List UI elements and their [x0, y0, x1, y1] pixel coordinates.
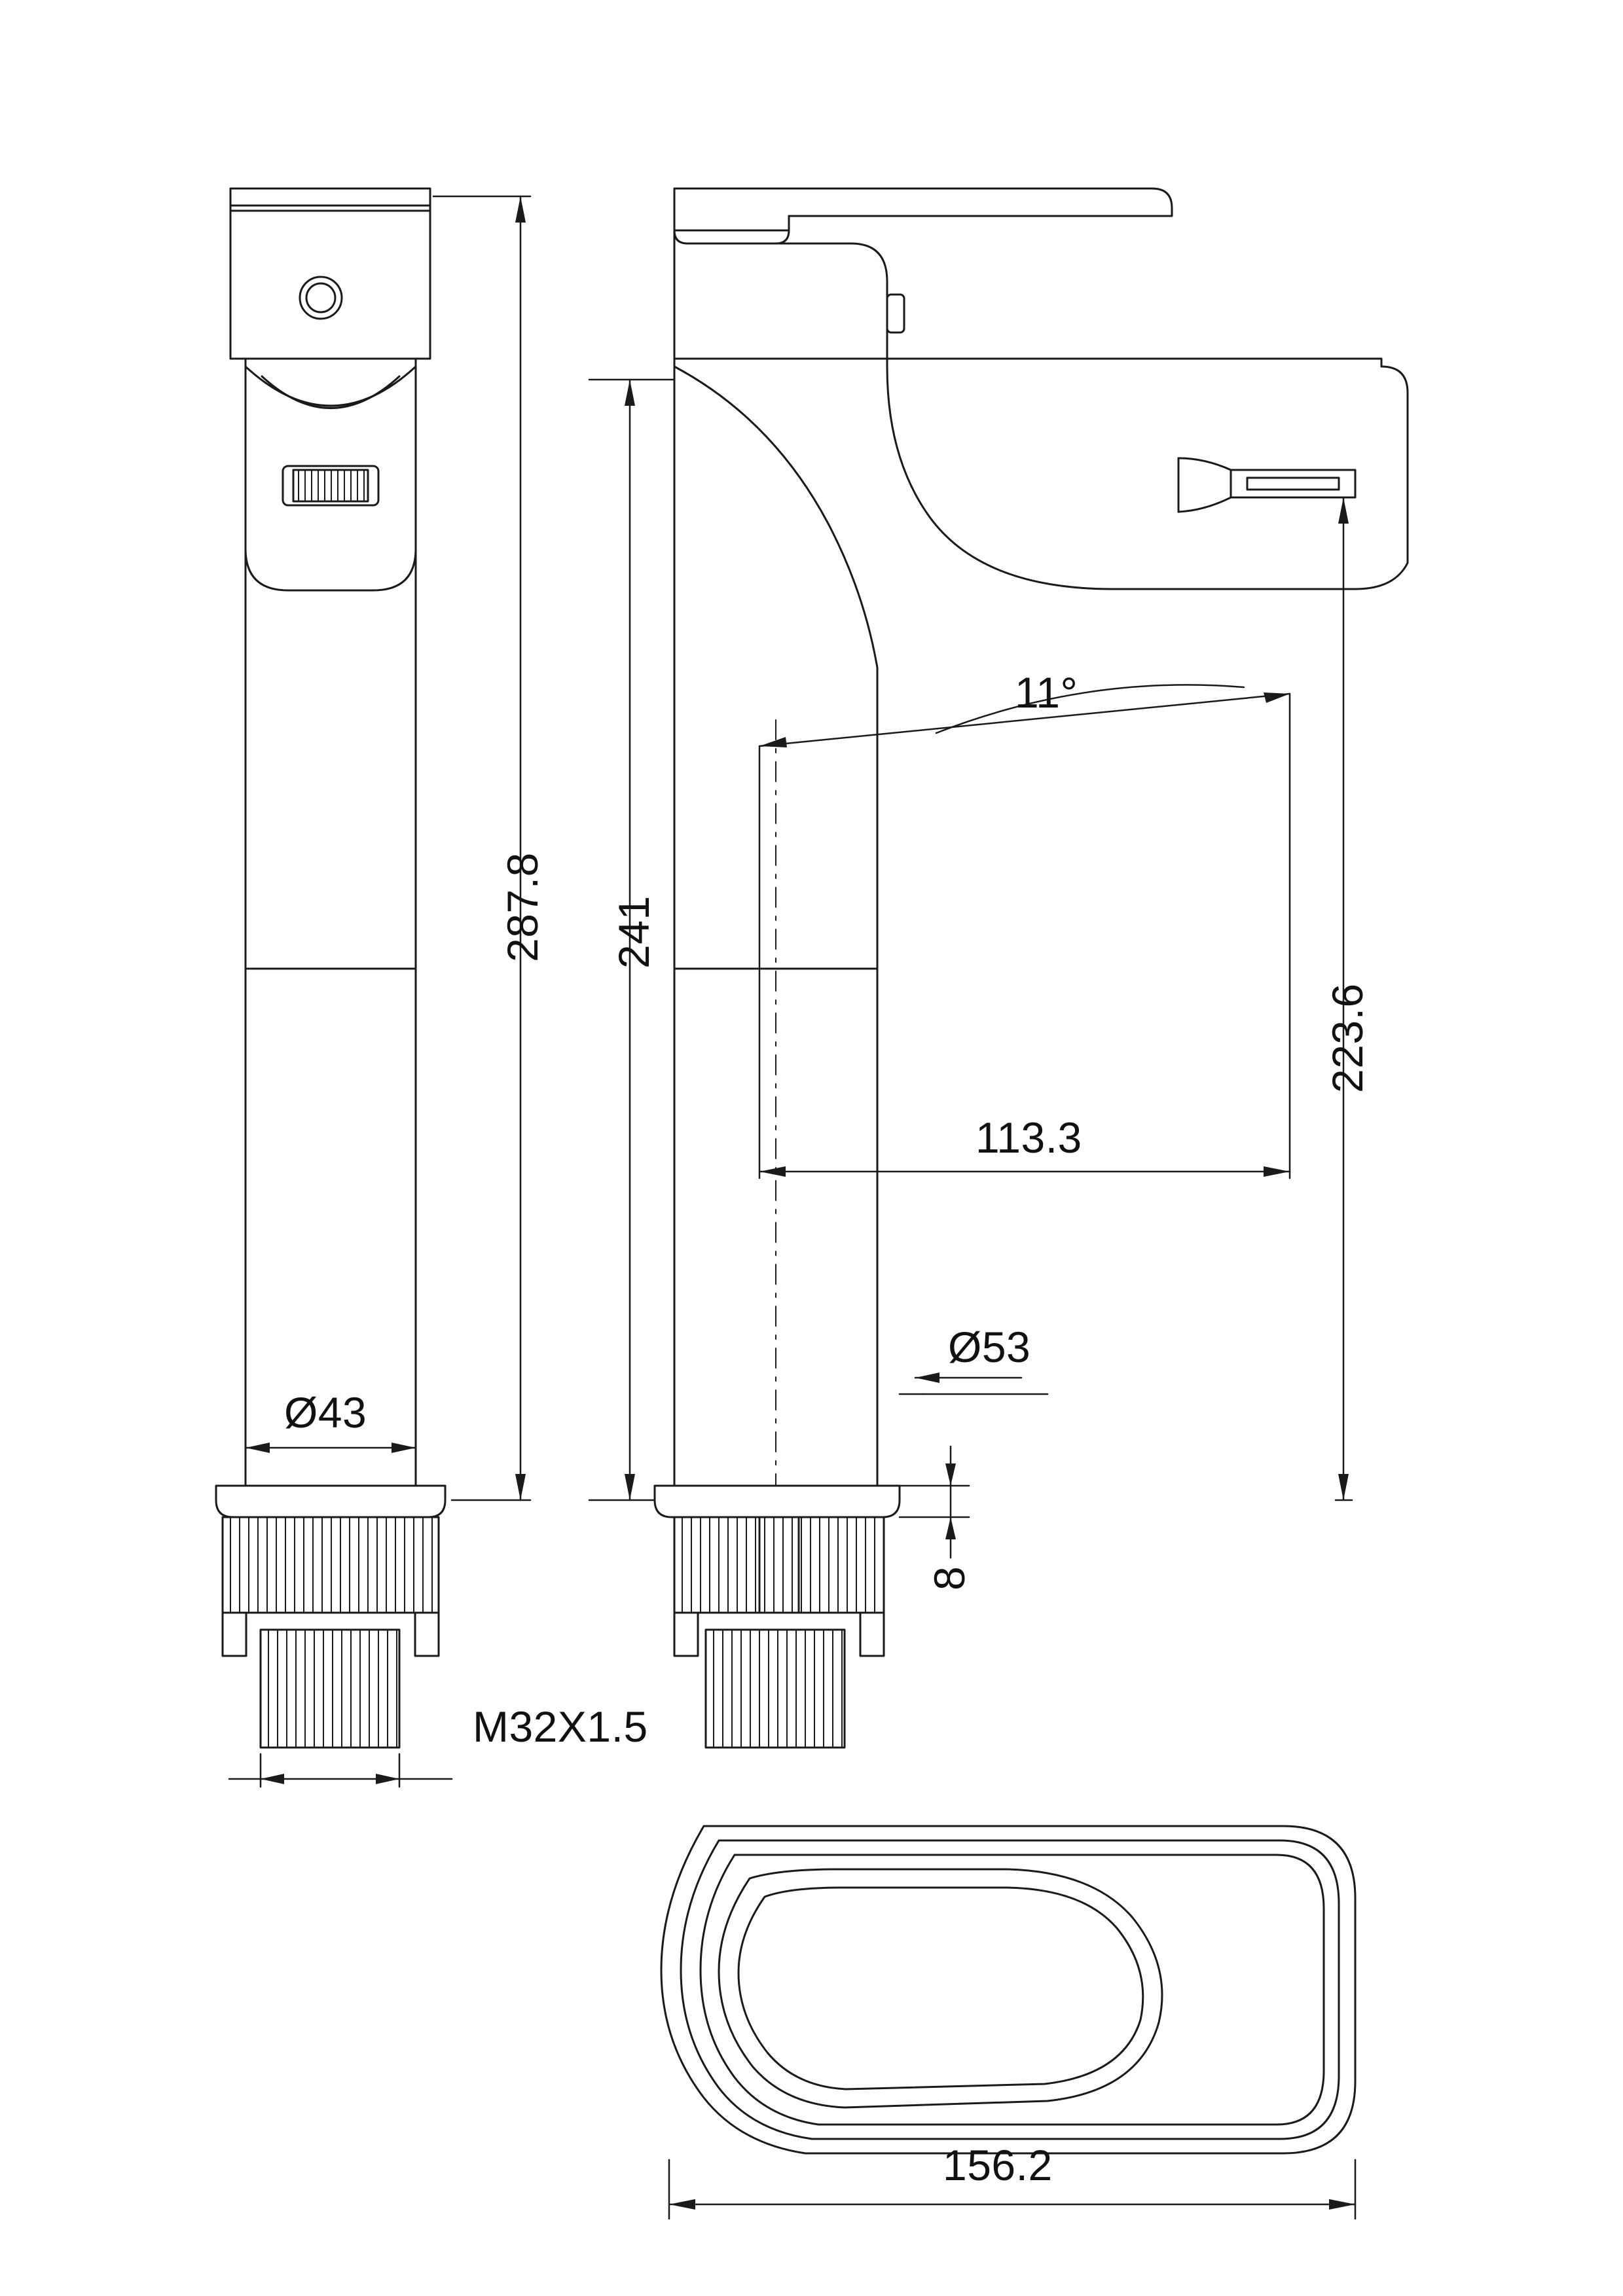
dimension-base-thickness: 8 [925, 1566, 974, 1590]
front-view-geometry [216, 188, 445, 1748]
dimension-thread-spec: M32X1.5 [473, 1702, 648, 1751]
handle-top-view-geometry [661, 1826, 1355, 2153]
side-view-geometry [655, 188, 1408, 1748]
dimension-base-diameter: Ø53 [948, 1323, 1031, 1371]
dimension-handle-height: 223.6 [1323, 983, 1372, 1093]
dimension-annotations [229, 196, 1355, 2219]
dimension-handle-angle: 11° [1015, 668, 1078, 717]
dimension-handle-length: 156.2 [943, 2141, 1053, 2189]
dimension-spout-height: 241 [610, 895, 658, 969]
dimension-overall-height: 287.8 [498, 852, 547, 962]
dimension-spout-reach: 113.3 [976, 1113, 1082, 1162]
dimension-body-diameter: Ø43 [284, 1388, 367, 1437]
